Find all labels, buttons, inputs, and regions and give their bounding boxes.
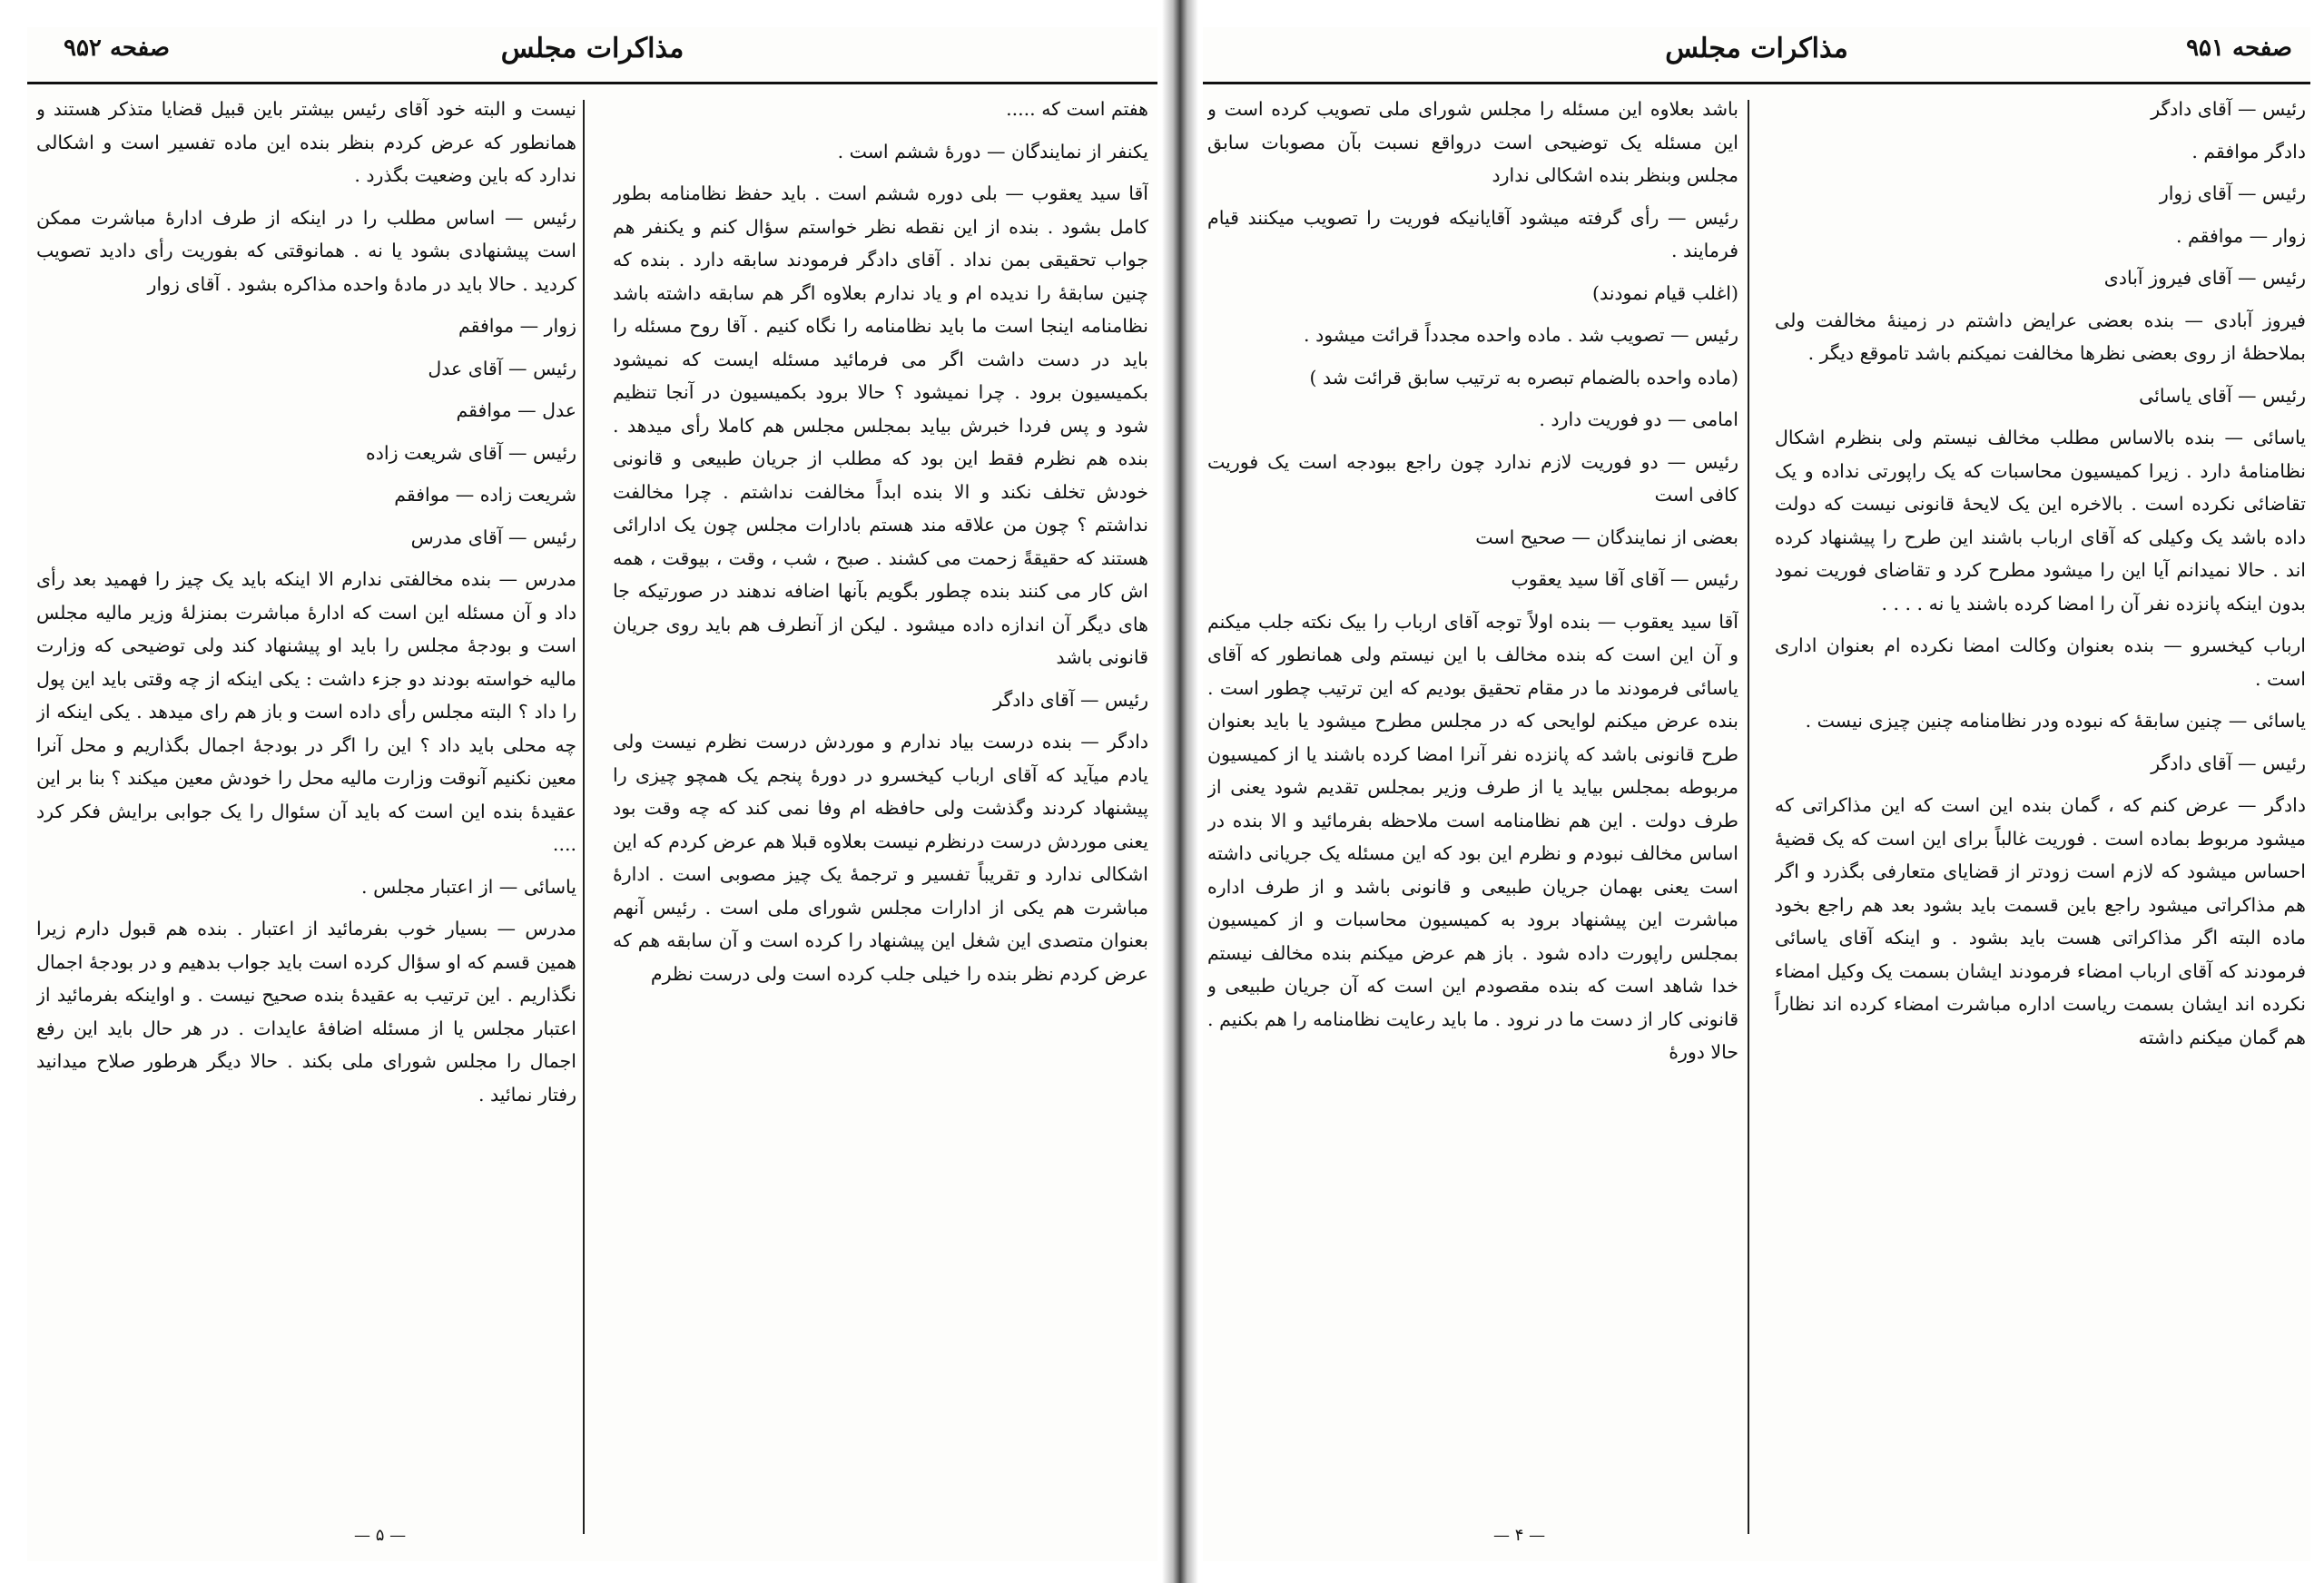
running-title: مذاکرات مجلس (500, 33, 684, 64)
paragraph: عدل — موافقم (456, 399, 576, 421)
column-left (36, 93, 576, 1561)
paragraph: رئیس — اساس مطلب را در اینکه از طرف ادارهٔ مباشرت ممکن است پیشنهادی بشود یا نه . همانوقتی که بفوریت رأی دادید تصویب کردید . حالا باید در مادهٔ واحده مذاکره بشود . آقای زوار (36, 206, 576, 295)
paragraph: فیروز آبادی — بنده بعضی عرایض داشتم در زمینهٔ مخالفت ولی بملاحظهٔ از روی بعضی نظرها مخالفت نمیکنم باشد تاموقع دیگر . (1775, 309, 2306, 364)
paragraph: دادگر — بنده درست بیاد ندارم و موردش درست نظرم نیست ولی یادم میآید که آقای ارباب کیخسرو در دورهٔ پنجم یک همچو چیزی را پیشنهاد کردند وگذشت ولی حافظه ام وفا نمی کند که چه وقت بود یعنی موردش درست درنظرم نیست بعلاوه قبلا هم عرض کردم که این اشکالی ندارد و تقریباً تفسیر و ترجمهٔ یک چیز مصوبی است . ادارهٔ مباشرت هم یکی از ادارات مجلس شورای ملی است . رئیس آنهم بعنوان متصدی این شغل این پیشنهاد را کرده است و آن سابقه هم که عرض کردم نظر بنده را خیلی جلب کرده است ولی درست نظرم (613, 731, 1148, 985)
paragraph: هفتم است که ..... (1006, 98, 1148, 120)
page-header (27, 27, 1157, 84)
paragraph: دادگر — عرض کنم که ، گمان بنده این است که این مذاکراتی که میشود مربوط بماده است . فوریت غالباً برای این است که یک قضیهٔ احساس میشود که لازم است زودتر از قضایای متعارفی بگذرد و اگر هم مذاکراتی میشود راجع باین قسمت باید بشود بعد هم راجع بخود ماده البته اگر مذاکراتی هست باید بشود . و اینکه آقای یاسائی فرمودند که آقای ارباب امضاء فرمودند ایشان بسمت یک وکیل امضاء نکرده اند ایشان بسمت ریاست اداره مباشرت امضاء کرده اند نظاراً هم گمان میکنم داشته (1775, 794, 2306, 1048)
paragraph: یکنفر از نمایندگان — دورهٔ ششم است . (837, 140, 1148, 162)
paragraph: رئیس — آقای یاسائی (2139, 384, 2306, 407)
paragraph: آقا سید یعقوب — بنده اولاً توجه آقای ارباب را بیک نکته جلب میکنم و آن این است که بنده مخالف با این نیستم ولی همانطور که آقای یاسائی فرمودند ما در مقام تحقیق بودیم که این ترتیب چطور است . بنده عرض میکنم لوایحی که در مجلس مطرح میشود یا باید بعنوان طرح قانونی باشد که پانزده نفر آنرا امضا کرده باشند یا از کمیسیون مربوطه بمجلس بیاید یا از طرف وزیر بمجلس تقدیم شود یعنی از طرف دولت . این هم نظامنامه است ملاحظه بفرمائید و الا بنده در اساس مخالف نبودم و نظرم این بود که این مسئله یک جریانی داشته است یعنی بهمان جریان طبیعی و قانونی باشد و از طرف اداره مباشرت این پیشنهاد برود به کمیسیون محاسبات و از کمیسیون بمجلس راپورت داده شود . باز هم عرض میکنم بنده مخالف نیستم خدا شاهد است که بنده مقصودم این است که آن جریان طبیعی و قانونی کار از دست ما در نرود . ما باید رعایت نظامنامه را هم بکنیم . حالا دورهٔ (1207, 610, 1738, 1063)
paragraph: شریعت زاده — موافقم (394, 484, 576, 506)
paragraph: مدرس — بنده مخالفتی ندارم الا اینکه باید یک چیز را فهمید بعد رأی داد و آن مسئله این است که ادارهٔ مباشرت بمنزلهٔ وزیر مالیه مجلس است و بودجهٔ مجلس را باید او پیشنهاد کند ولی توضیحی که وزارت مالیه خواسته بودند دو جزء داشت : یکی اینکه از چه وقتی باید این پول را داد ؟ البته مجلس رأی داده است و باز هم رای میدهد . یکی اینکه از چه محلی باید داد ؟ این را اگر در بودجهٔ اجمال بگذاریم و محل آنرا معین نکنیم آنوقت وزارت مالیه محل را خودش معین میکند ؟ بنا بر این عقیدهٔ بنده این است که باید آن سئوال را یک جوابی برایش فکر کرد .... (36, 568, 576, 855)
paragraph: رئیس — آقای شریعت زاده (366, 441, 576, 464)
column-divider (1748, 100, 1749, 1534)
paragraph: رئیس — آقای زوار (2159, 182, 2306, 204)
paragraph: رئیس — آقای دادگر (2151, 752, 2306, 774)
paragraph: بعضی از نمایندگان — صحیح است (1475, 526, 1738, 548)
paragraph: رئیس — آقای عدل (428, 357, 576, 379)
paragraph: آقا سید یعقوب — بلی دوره ششم است . باید حفظ نظامنامه بطور کامل بشود . بنده از این نقطه نظر خواستم سؤال کنم و یکنفر هم جواب تحقیقی بمن نداد . آقای دادگر فرمودند سابقه دارد . بنده که چنین سابقهٔ را ندیده ام و یاد ندارم بعلاوه اگر هم سابقه داشته باشد نظامنامه اینجا است ما باید نظامنامه را نگاه کنیم . آقا روح مسئله را باید در دست داشت اگر می فرمائید مسئله ایست که نمیشود بکمیسیون برود . چرا نمیشود ؟ حالا برود بکمیسیون در آنجا تنظیم شود و پس فردا خبرش بیاید بمجلس مجلس هم کاملا رأی میدهد . بنده هم نظرم فقط این بود که مطلب از جریان طبیعی و قانونی خودش تخلف نکند و الا بنده ابداً مخالفت نداشتم . چرا مخالفت نداشتم ؟ چون من علاقه مند هستم بادارات مجلس چون یک ادارائی هستند که حقیقةً زحمت می کشند . صبح ، شب ، وقت ، بیوقت ، همه اش کار می کنند بنده چطور بگویم بآنها اضافه ندهند در صورتیکه جا های دیگر آن اندازه داده میشود . لیکن از آنطرف هم باید روی جریان قانونی باشد (613, 182, 1148, 668)
paragraph: باشد بعلاوه این مسئله را مجلس شورای ملی تصویب کرده است و این مسئله یک توضیحی است درواقع نسبت بآن مصوبات سابق مجلس وبنظر بنده اشکالی ندارد (1207, 98, 1738, 186)
paragraph: (اغلب قیام نمودند) (1591, 281, 1738, 304)
paragraph: زوار — موافقم . (2175, 224, 2306, 247)
text-columns (1203, 93, 2310, 1561)
column-right (1775, 93, 2306, 1561)
paragraph: رئیس — تصویب شد . ماده واحده مجدداً قرائت میشود . (1304, 324, 1738, 346)
page-952 (27, 27, 1157, 1561)
column-divider (583, 100, 585, 1534)
text-columns (27, 93, 1157, 1561)
paragraph: یاسائی — بنده بالاساس مطلب مخالف نیستم ولی بنظرم اشکال نظامنامهٔ دارد . زیرا کمیسیون محاسبات که یک راپورتی نداده و یک تقاضائی نکرده است . بالاخره این یک لایحهٔ قانونی نیست که دولت داده باشد یک وکیلی که آقای ارباب باشند این طرح را پیشنهاد کرده اند . حالا نمیدانم آیا این را میشود مطرح کرد و تقاضای فوریت نمود بدون اینکه پانزده نفر آن را امضا کرده باشند یا نه . . . . (1775, 427, 2306, 615)
paragraph: نیست و البته خود آقای رئیس بیشتر باین قبیل قضایا متذکر هستند و همانطور که عرض کردم بنظر بنده این ماده تفسیر است و اشکالی ندارد که باین وضعیت بگذرد . (36, 98, 576, 186)
paragraph: دادگر موافقم . (2191, 140, 2306, 162)
column-left (1207, 93, 1738, 1561)
paragraph: مدرس — بسیار خوب بفرمائید از اعتبار . بنده هم قبول دارم زیرا همین قسم که او سؤال کرده است باید جواب بدهیم و در بودجهٔ اجمال نگذاریم . این ترتیب به عقیدهٔ بنده صحیح نیست . و اواینکه بفرمائید از اعتبار مجلس یا از مسئله اضافهٔ عایدات . در هر حال باید این رفع اجمال را مجلس شورای ملی بکند . حالا دیگر هرطور صلاح میدانید رفتار نمائید . (36, 918, 576, 1106)
paragraph: رئیس — دو فوریت لازم ندارد چون راجع ببودجه است یک فوریت کافی است (1207, 450, 1738, 506)
paragraph: ارباب کیخسرو — بنده بعنوان وکالت امضا نکرده ام بعنوان اداری است . (1775, 634, 2306, 690)
column-right (613, 93, 1148, 1561)
page-951 (1203, 27, 2310, 1561)
paragraph: رئیس — رأی گرفته میشود آقایانیکه فوریت را تصویب میکنند قیام فرمایند . (1207, 206, 1738, 261)
page-number: صفحه ۹۵۱ (2186, 34, 2292, 62)
page-number: صفحه ۹۵۲ (64, 34, 170, 62)
paragraph: رئیس — آقای دادگر (2151, 98, 2306, 120)
paragraph: رئیس — آقای فیروز آبادی (2103, 267, 2306, 289)
folio: — ۴ — (1493, 1526, 1546, 1545)
book-gutter (1162, 0, 1198, 1583)
paragraph: امامی — دو فوریت دارد . (1539, 408, 1738, 430)
running-title: مذاکرات مجلس (1665, 33, 1848, 64)
folio: — ۵ — (354, 1526, 407, 1545)
paragraph: یاسائی — از اعتبار مجلس . (361, 875, 576, 898)
paragraph: رئیس — آقای مدرس (410, 526, 576, 548)
paragraph: رئیس — آقای دادگر (993, 688, 1148, 711)
paragraph: زوار — موافقم (458, 315, 576, 337)
paragraph: یاسائی — چنین سابقهٔ که نبوده ودر نظامنامه چنین چیزی نیست . (1805, 710, 2306, 732)
paragraph: رئیس — آقای آقا سید یعقوب (1511, 568, 1738, 590)
paragraph: (ماده واحده بالضمام تبصره به ترتیب سابق قرائت شد ) (1309, 366, 1738, 388)
page-header (1203, 27, 2310, 84)
